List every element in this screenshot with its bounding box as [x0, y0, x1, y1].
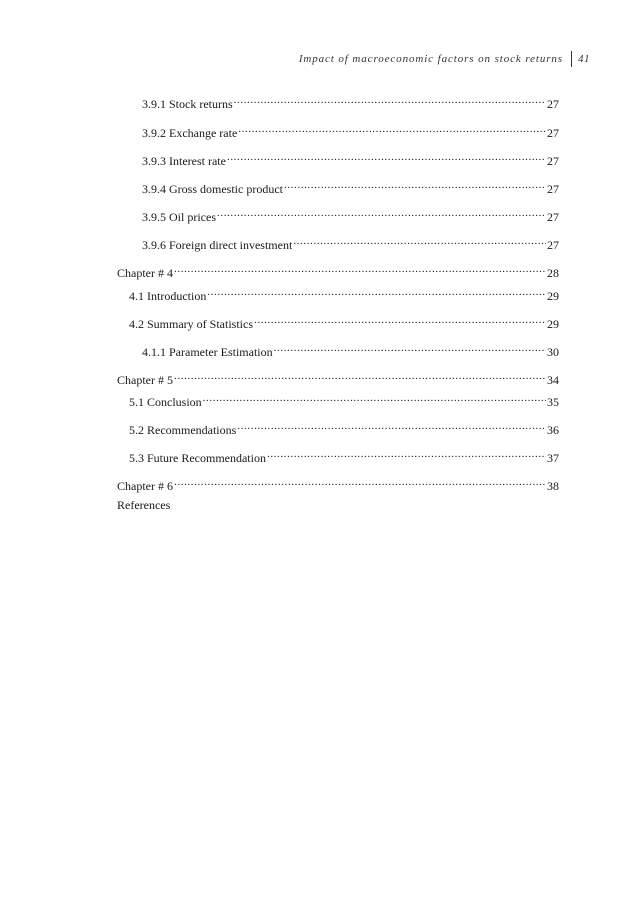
toc-leader-dots	[206, 285, 546, 300]
toc-entry-chapter[interactable]	[117, 369, 559, 387]
toc-entry-page: 35	[547, 395, 559, 409]
toc-entry-label: 4.2 Summary of Statistics	[129, 317, 253, 331]
toc-entry[interactable]	[117, 447, 559, 465]
toc-entry-references[interactable]	[117, 498, 559, 513]
toc-entry-page: 37	[547, 451, 559, 465]
toc-entry-label: 3.9.2 Exchange rate	[142, 126, 238, 140]
toc-entry-label: 4.1 Introduction	[129, 289, 207, 303]
toc-entry-page: 27	[547, 97, 559, 111]
toc-entry-label: 3.9.5 Oil prices	[142, 210, 216, 224]
toc-entry-page: 28	[547, 266, 559, 280]
toc-leader-dots	[226, 150, 546, 165]
toc-entry[interactable]	[117, 178, 559, 196]
toc-entry[interactable]	[117, 122, 559, 140]
toc-entry-label: 3.9.3 Interest rate	[142, 154, 226, 168]
toc-leader-dots	[236, 419, 546, 434]
toc-entry[interactable]	[117, 150, 559, 168]
toc-leader-dots	[273, 341, 546, 356]
toc-entry-label: Chapter # 5	[117, 373, 173, 387]
toc-entry-label: Chapter # 6	[117, 479, 173, 493]
toc-leader-dots	[283, 178, 546, 193]
toc-leader-dots	[292, 234, 546, 249]
toc-entry-label: 3.9.1 Stock returns	[142, 97, 233, 111]
toc-entry-label: 3.9.4 Gross domestic product	[142, 182, 283, 196]
toc-entry-page: 27	[547, 154, 559, 168]
page-number: 41	[578, 53, 590, 65]
toc-entry[interactable]	[117, 341, 559, 359]
toc-entry[interactable]	[117, 206, 559, 224]
toc-entry[interactable]	[117, 391, 559, 409]
toc-entry-page: 27	[547, 126, 559, 140]
toc-entry-page: 30	[547, 345, 559, 359]
toc-entry-label: 3.9.6 Foreign direct investment	[142, 238, 293, 252]
toc-entry-chapter[interactable]	[117, 475, 559, 493]
toc-entry-page: 38	[547, 479, 559, 493]
toc-entry-label: 5.2 Recommendations	[129, 423, 237, 437]
toc-entry[interactable]	[117, 419, 559, 437]
toc-leader-dots	[253, 313, 546, 328]
toc-entry-page: 27	[547, 238, 559, 252]
toc-entry-label: 5.3 Future Recommendation	[129, 451, 266, 465]
toc-leader-dots	[233, 93, 546, 108]
toc-entry-page: 29	[547, 289, 559, 303]
toc-entry[interactable]	[117, 285, 559, 303]
toc-leader-dots	[216, 206, 546, 221]
toc-entry-label: 4.1.1 Parameter Estimation	[142, 345, 273, 359]
header-separator	[571, 51, 572, 67]
toc-entry-page: 34	[547, 373, 559, 387]
header-title: Impact of macroeconomic factors on stock returns	[298, 53, 563, 65]
toc-leader-dots	[173, 369, 546, 384]
toc-entry[interactable]	[117, 93, 559, 111]
toc-entry-label: References	[117, 498, 171, 512]
toc-entry[interactable]	[117, 313, 559, 331]
toc-entry-chapter[interactable]	[117, 262, 559, 280]
running-header	[299, 51, 590, 67]
toc-leader-dots	[237, 122, 546, 137]
toc-entry[interactable]	[117, 234, 559, 252]
toc-entry-page: 27	[547, 182, 559, 196]
toc-leader-dots	[202, 391, 546, 406]
toc-leader-dots	[173, 475, 546, 490]
toc-entry-page: 36	[547, 423, 559, 437]
toc-entry-page: 27	[547, 210, 559, 224]
toc-leader-dots	[173, 262, 546, 277]
toc-leader-dots	[266, 447, 546, 462]
toc-entry-page: 29	[547, 317, 559, 331]
toc-entry-label: Chapter # 4	[117, 266, 173, 280]
toc-entry-label: 5.1 Conclusion	[129, 395, 202, 409]
